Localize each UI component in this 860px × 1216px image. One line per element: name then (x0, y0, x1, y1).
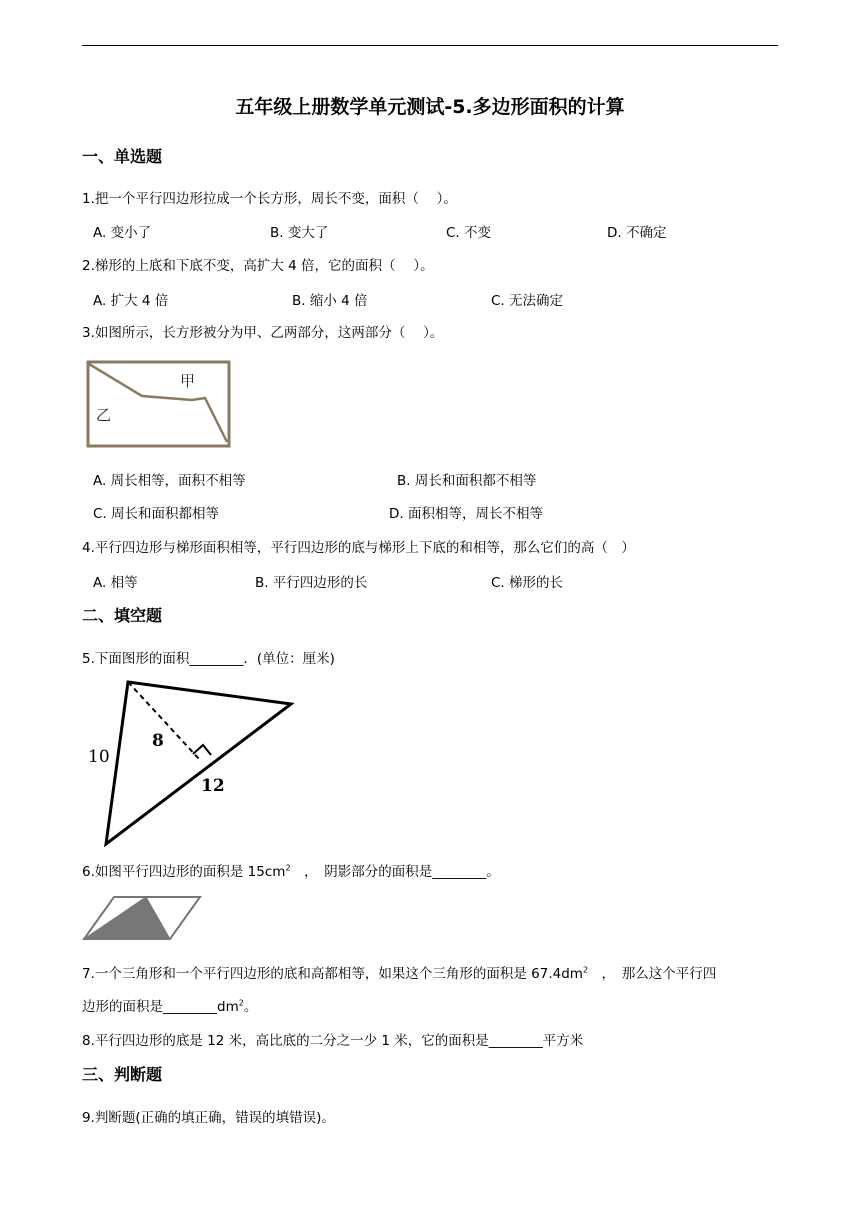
q7-line2-before: 边形的面积是________dm (82, 999, 239, 1015)
q2-option-a: A. 扩大 4 倍 (93, 293, 169, 309)
question-5: 5.下面图形的面积________．(单位：厘米) (82, 651, 335, 667)
q6-parallelogram-figure (82, 894, 204, 944)
q6-text-after: ， 阴影部分的面积是________。 (290, 864, 500, 880)
q5-label-side: 10 (88, 747, 110, 767)
q2-option-b: B. 缩小 4 倍 (292, 293, 368, 309)
q4-option-c: C. 梯形的长 (491, 575, 564, 591)
question-4: 4.平行四边形与梯形面积相等，平行四边形的底与梯形上下底的和相等，那么它们的高（ ） (82, 540, 635, 556)
q5-triangle-outline (106, 682, 291, 844)
page-title: 五年级上册数学单元测试-5.多边形面积的计算 (235, 96, 625, 118)
question-7-line-1 (82, 962, 716, 982)
q3-option-c: C. 周长和面积都相等 (93, 506, 220, 522)
q6-text-before: 6.如图平行四边形的面积是 15cm (82, 864, 286, 880)
q5-right-angle-mark (193, 745, 211, 755)
question-1: 1.把一个平行四边形拉成一个长方形，周长不变，面积（ ）。 (82, 191, 457, 207)
q3-label-yi: 乙 (96, 406, 112, 424)
q5-height-dashed-line (128, 682, 200, 760)
question-7-line-2 (82, 995, 257, 1015)
q4-option-b: B. 平行四边形的长 (255, 575, 368, 591)
header-rule (82, 45, 778, 46)
section-heading-true-false: 三、判断题 (82, 1065, 163, 1084)
q3-label-jia: 甲 (180, 372, 196, 390)
question-6 (82, 860, 500, 880)
q3-option-d: D. 面积相等，周长不相等 (389, 506, 543, 522)
q2-option-c: C. 无法确定 (491, 293, 564, 309)
q3-option-b: B. 周长和面积都不相等 (397, 473, 537, 489)
q7-line1-superscript: 2 (582, 965, 589, 975)
q1-option-a: A. 变小了 (93, 225, 152, 241)
q5-label-base: 12 (201, 776, 225, 796)
q1-option-b: B. 变大了 (270, 225, 329, 241)
q1-option-c: C. 不变 (446, 225, 492, 241)
question-2: 2.梯形的上底和下底不变，高扩大 4 倍，它的面积（ ）。 (82, 258, 434, 274)
q1-option-d: D. 不确定 (607, 225, 667, 241)
q7-line1-after: ， 那么这个平行四 (588, 966, 717, 982)
q4-option-a: A. 相等 (93, 575, 138, 591)
q7-line2-after: 。 (243, 999, 258, 1015)
q5-triangle-figure (80, 674, 294, 850)
section-heading-fill-blank: 二、填空题 (82, 606, 163, 625)
question-3: 3.如图所示，长方形被分为甲、乙两部分，这两部分（ ）。 (82, 325, 444, 341)
section-heading-single-choice: 一、单选题 (82, 147, 163, 166)
q6-superscript: 2 (285, 863, 291, 873)
q7-line2-superscript: 2 (238, 998, 244, 1008)
question-9: 9.判断题(正确的填正确，错误的填错误)。 (82, 1110, 335, 1126)
q5-label-height: 8 (152, 731, 164, 751)
question-8: 8.平行四边形的底是 12 米，高比底的二分之一少 1 米，它的面积是________平方米 (82, 1033, 584, 1049)
q7-line1-before: 7.一个三角形和一个平行四边形的底和高都相等，如果这个三角形的面积是 67.4dm (82, 966, 583, 982)
q3-rectangle-figure (84, 358, 234, 450)
q3-option-a: A. 周长相等，面积不相等 (93, 473, 246, 489)
